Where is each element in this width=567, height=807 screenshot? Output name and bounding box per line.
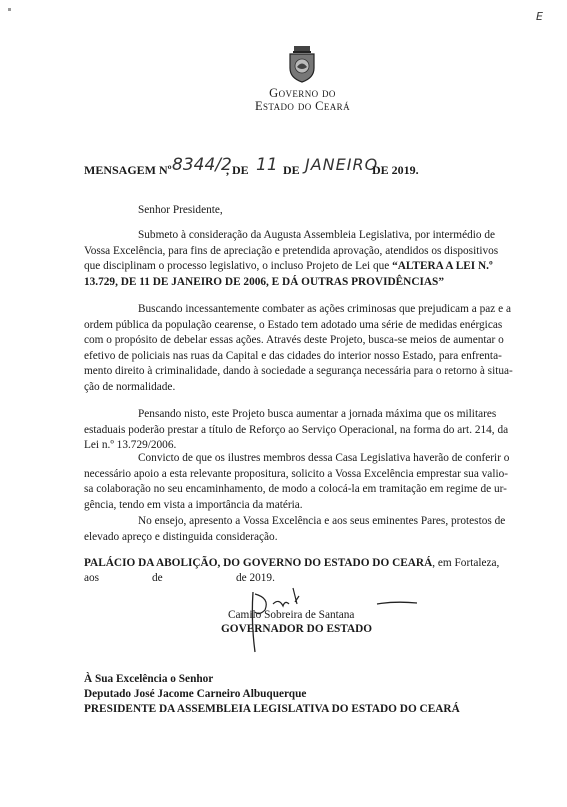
p5-line: No ensejo, apresento a Vossa Excelência e aos seus eminentes Pares, protestos de bbox=[138, 515, 506, 527]
paragraph-5 bbox=[84, 514, 516, 545]
p1-line: Vossa Excelência, para fins de apreciação e pretendida aprovação, atendidos os dispositivos bbox=[84, 244, 499, 257]
mensagem-day: 11 bbox=[256, 155, 278, 175]
addressee-line1: À Sua Excelência o Senhor bbox=[84, 673, 214, 685]
p4-line: Convicto de que os ilustres membros dessa Casa Legislativa haverão de conferir o bbox=[138, 452, 510, 464]
coat-of-arms-icon bbox=[285, 44, 319, 84]
addressee-line3: PRESIDENTE DA ASSEMBLEIA LEGISLATIVA DO ESTADO DO CEARÁ bbox=[84, 703, 460, 715]
palacio-line bbox=[84, 557, 520, 569]
p5-line: elevado apreço e distinguida consideração. bbox=[84, 530, 278, 543]
p1-line-3 bbox=[84, 259, 516, 275]
mensagem-de1: , DE bbox=[226, 163, 249, 177]
palacio-aos: aos bbox=[84, 572, 100, 584]
p3-line: estaduais poderão prestar a título de Reforço ao Serviço Operacional, na forma do art. 214, da bbox=[84, 423, 509, 436]
signer-title: GOVERNADOR DO ESTADO bbox=[221, 623, 373, 635]
signature-scribble bbox=[225, 582, 425, 662]
p2-line: com o propósito de debelar essas ações. Através deste Projeto, busca-se meios de aumentar o bbox=[84, 334, 504, 346]
palacio-bold: PALÁCIO DA ABOLIÇÃO, DO GOVERNO DO ESTADO DO CEARÁ bbox=[84, 557, 433, 569]
p4-line: necessário apoio a esta relevante propositura, solicito a Vossa Excelência emprestar sua valio- bbox=[84, 467, 509, 480]
p2-line: mento direito à criminalidade, dando à sociedade a segurança necessária para o retorno à situa- bbox=[84, 365, 513, 377]
mensagem-number: 8344/2 bbox=[172, 155, 232, 175]
p2-line: ção de normalidade. bbox=[84, 380, 176, 393]
p4-line: gência, tendo em vista a importância da matéria. bbox=[84, 498, 303, 511]
p2-line: ordem pública da população cearense, o Estado tem adotado uma série de medidas enérgicas bbox=[84, 318, 503, 331]
mensagem-year: DE 2019. bbox=[372, 163, 419, 177]
p1-bold-tail: “ALTERA A LEI N.º bbox=[392, 260, 493, 272]
p2-line: efetivo de policiais nas ruas da Capital e das cidades do interior nosso Estado, para enfrenta- bbox=[84, 349, 502, 362]
mensagem-label: MENSAGEM Nº bbox=[84, 163, 172, 177]
header-line1: Governo do bbox=[269, 86, 336, 100]
p3-line: Pensando nisto, este Projeto busca aumentar a jornada máxima que os militares bbox=[138, 408, 497, 420]
p1-bold-line: 13.729, DE 11 DE JANEIRO DE 2006, E DÁ OUTRAS PROVIDÊNCIAS” bbox=[84, 275, 444, 288]
addressee-line2: Deputado José Jacome Carneiro Albuquerque bbox=[84, 688, 307, 700]
paragraph-3 bbox=[84, 407, 516, 454]
p3-line: Lei n.º 13.729/2006. bbox=[84, 439, 177, 451]
palacio-rest: , em Fortaleza, bbox=[432, 557, 500, 569]
mensagem-month: JANEIRO bbox=[305, 155, 379, 174]
p4-line: sa colaboração no seu encaminhamento, de modo a colocá-la em tramitação em regime de ur- bbox=[84, 483, 507, 495]
header-line2: Estado do Ceará bbox=[254, 99, 350, 113]
p1-line: Submeto à consideração da Augusta Assembleia Legislativa, por intermédio de bbox=[138, 229, 496, 241]
mensagem-de2: DE bbox=[283, 163, 300, 177]
salutation: Senhor Presidente, bbox=[138, 204, 223, 216]
signer-name: Camilo Sobreira de Santana bbox=[228, 609, 355, 621]
paragraph-2 bbox=[84, 302, 516, 395]
scan-dot bbox=[8, 8, 11, 11]
palacio-de: de bbox=[152, 572, 163, 584]
corner-mark: E bbox=[536, 10, 543, 23]
palacio-year: de 2019. bbox=[236, 572, 275, 584]
paragraph-1 bbox=[84, 228, 516, 290]
p1-line: que disciplinam o processo legislativo, o incluso Projeto de Lei que bbox=[84, 260, 390, 272]
paragraph-4 bbox=[84, 451, 516, 513]
p2-line: Buscando incessantemente combater as ações criminosas que prejudicam a paz e a bbox=[138, 303, 511, 315]
